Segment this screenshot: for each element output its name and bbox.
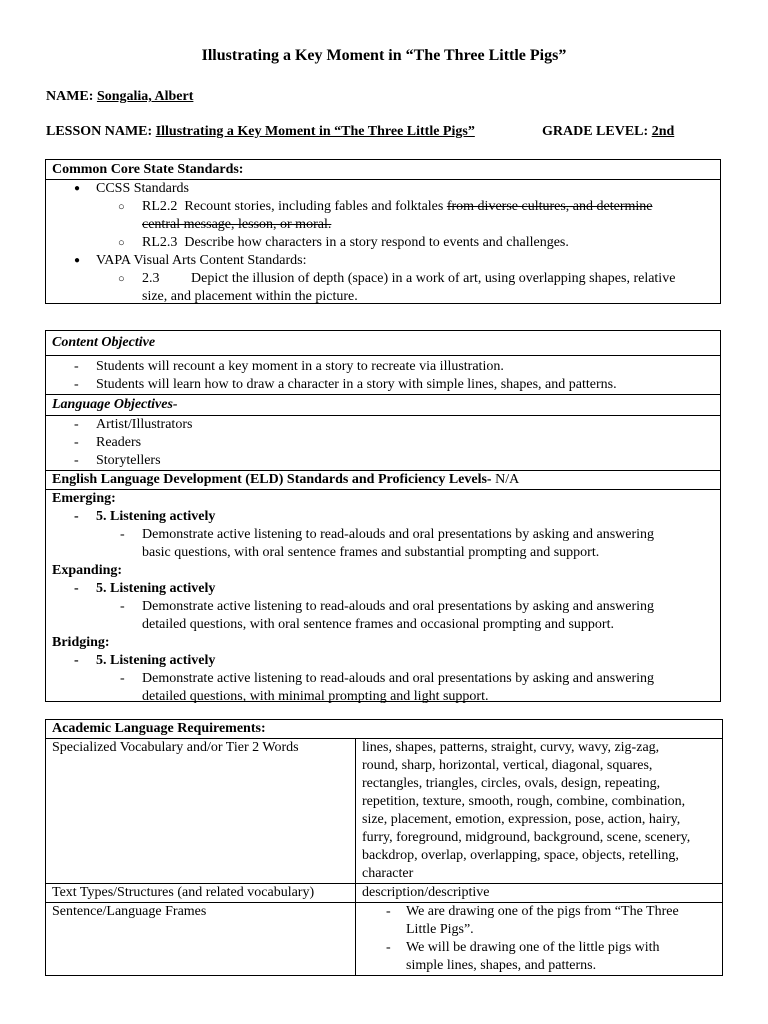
level-description-cont: detailed questions, with oral sentence frames and occasional prompting and support. bbox=[142, 617, 614, 632]
level-description: - Demonstrate active listening to read-alouds and oral presentations by asking and answering bbox=[46, 598, 720, 616]
vocab-line: size, placement, emotion, expression, pose, action, hairy, bbox=[362, 812, 681, 827]
lesson-label: LESSON NAME: bbox=[46, 124, 153, 139]
vocab-line: backdrop, overlap, overlapping, space, objects, retelling, bbox=[362, 848, 679, 863]
vapa-group bbox=[46, 252, 720, 270]
vocab-label: Specialized Vocabulary and/or Tier 2 Words bbox=[46, 739, 356, 884]
frame-line: - We will be drawing one of the little pigs with bbox=[406, 940, 660, 955]
ccss-header: Common Core State Standards: bbox=[46, 160, 720, 180]
frames-value bbox=[356, 903, 723, 976]
lesson-line bbox=[46, 124, 475, 140]
name-line bbox=[46, 89, 193, 105]
text-types-label: Text Types/Structures (and related vocabulary) bbox=[46, 884, 356, 903]
name-value: Songalia, Albert bbox=[96, 89, 194, 104]
objectives-box bbox=[45, 330, 721, 702]
frame-item bbox=[362, 939, 716, 975]
content-objective-item: - Students will recount a key moment in a story to recreate via illustration. bbox=[46, 358, 720, 376]
frame-item bbox=[362, 903, 716, 939]
vapa-code: 2.3 bbox=[142, 271, 160, 286]
rl22-text: Recount stories, including fables and folktales bbox=[184, 199, 444, 214]
eld-levels bbox=[46, 489, 720, 706]
level-description-cont: basic questions, with oral sentence frames and substantial prompting and support. bbox=[142, 545, 600, 560]
vocab-row bbox=[46, 739, 723, 884]
level-description: - Demonstrate active listening to read-alouds and oral presentations by asking and answering bbox=[46, 670, 720, 688]
content-objective-header: Content Objective bbox=[52, 335, 156, 350]
vocab-line: round, sharp, horizontal, vertical, diagonal, squares, bbox=[362, 758, 653, 773]
language-objective-item: - Readers bbox=[46, 434, 720, 452]
text-types-value: description/descriptive bbox=[356, 884, 723, 903]
ccss-group-label: CCSS Standards bbox=[96, 181, 189, 196]
name-label: NAME: bbox=[46, 89, 94, 104]
eld-header bbox=[46, 470, 720, 489]
vapa-text-2: size, and placement within the picture. bbox=[142, 289, 358, 304]
vocab-line: character bbox=[362, 866, 414, 881]
rl23-code: RL2.3 bbox=[142, 235, 178, 250]
vapa-text: Depict the illusion of depth (space) in a work of art, using overlapping shapes, relative bbox=[191, 271, 676, 286]
level-skill: - 5. Listening actively bbox=[46, 580, 720, 598]
level-skill: - 5. Listening actively bbox=[46, 652, 720, 670]
content-objective-item: - Students will learn how to draw a character in a story with simple lines, shapes, and patterns. bbox=[46, 376, 720, 394]
ccss-group bbox=[46, 180, 720, 198]
lesson-value: Illustrating a Key Moment in “The Three Little Pigs” bbox=[155, 124, 475, 139]
rl22-code: RL2.2 bbox=[142, 199, 178, 214]
grade-line bbox=[542, 124, 674, 140]
vocab-line: lines, shapes, patterns, straight, curvy, wavy, zig-zag, bbox=[362, 740, 660, 755]
vocab-line: furry, foreground, midground, background, scene, scenery, bbox=[362, 830, 691, 845]
vapa-group-label: VAPA Visual Arts Content Standards: bbox=[96, 253, 307, 268]
rl22-struck-text: from diverse cultures, and determine bbox=[446, 199, 653, 214]
vocab-line: rectangles, triangles, circles, ovals, design, repeating, bbox=[362, 776, 661, 791]
language-objective-header: Language Objectives- bbox=[46, 394, 720, 415]
level-name-bridging: Bridging: bbox=[52, 635, 110, 650]
vocab-line: repetition, texture, smooth, rough, combine, combination, bbox=[362, 794, 686, 809]
document-title: Illustrating a Key Moment in “The Three Little Pigs” bbox=[201, 47, 567, 64]
frames-row bbox=[46, 903, 723, 976]
level-name-emerging: Emerging: bbox=[52, 491, 116, 506]
language-objective-item: - Storytellers bbox=[46, 452, 720, 470]
level-skill: - 5. Listening actively bbox=[46, 508, 720, 526]
rl22-continued bbox=[46, 216, 720, 234]
eld-header-label: English Language Development (ELD) Standards and Proficiency Levels- bbox=[52, 472, 492, 487]
eld-header-na: N/A bbox=[491, 472, 520, 487]
grade-value: 2nd bbox=[651, 124, 675, 139]
vapa-continued bbox=[46, 288, 720, 306]
grade-label: GRADE LEVEL: bbox=[542, 124, 649, 139]
rl23-text: Describe how characters in a story respond to events and challenges. bbox=[184, 235, 569, 250]
frame-line: Little Pigs”. bbox=[406, 922, 474, 937]
academic-language-table bbox=[45, 719, 723, 976]
language-objective-item: - Artist/Illustrators bbox=[46, 416, 720, 434]
level-description-cont: detailed questions, with minimal prompting and light support. bbox=[142, 689, 489, 704]
ccss-box bbox=[45, 159, 721, 304]
content-objective-list bbox=[46, 355, 720, 394]
rl22-struck-text-2: central message, lesson, or moral. bbox=[142, 217, 332, 232]
frame-line: - We are drawing one of the pigs from “The Three bbox=[406, 904, 679, 919]
text-types-row bbox=[46, 884, 723, 903]
rl22-item bbox=[46, 198, 720, 216]
academic-header-row bbox=[46, 720, 723, 739]
level-description: - Demonstrate active listening to read-alouds and oral presentations by asking and answering bbox=[46, 526, 720, 544]
rl23-item bbox=[46, 234, 720, 252]
language-objective-list bbox=[46, 415, 720, 470]
vocab-value bbox=[356, 739, 723, 884]
academic-header: Academic Language Requirements: bbox=[46, 720, 723, 739]
frames-label: Sentence/Language Frames bbox=[46, 903, 356, 976]
level-name-expanding: Expanding: bbox=[52, 563, 123, 578]
vapa-item bbox=[46, 270, 720, 288]
frame-line: simple lines, shapes, and patterns. bbox=[406, 958, 597, 973]
